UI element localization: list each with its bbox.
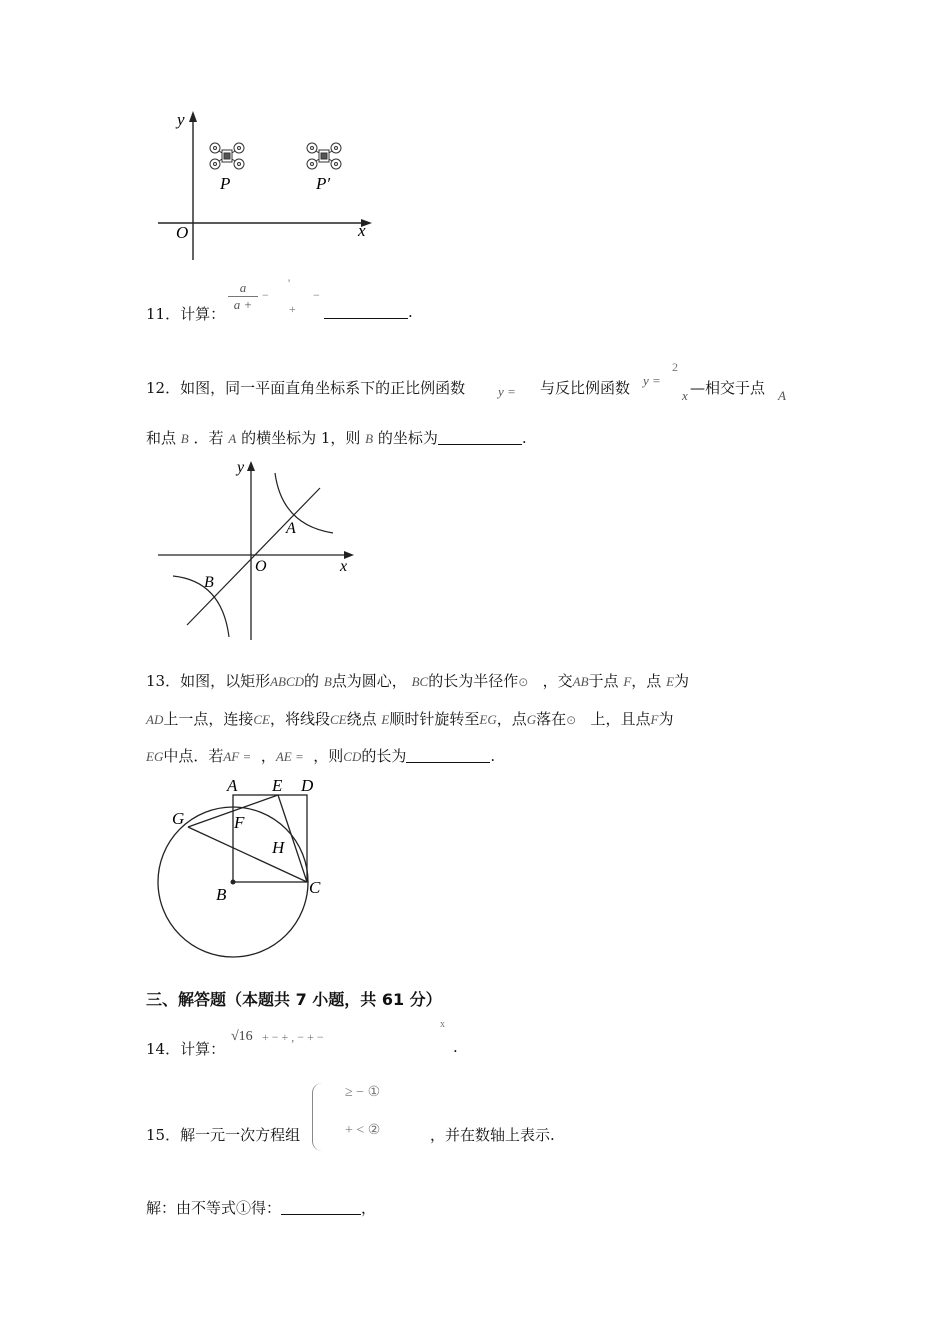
y-axis-arrow bbox=[247, 461, 255, 471]
label-b: B bbox=[216, 885, 227, 904]
q12-y-eq: y = bbox=[643, 373, 661, 388]
label-f: F bbox=[234, 813, 245, 832]
x-label: x bbox=[340, 558, 348, 575]
q11-frag3: + bbox=[289, 302, 296, 316]
label-h: H bbox=[272, 838, 285, 857]
q14-end: . bbox=[453, 1038, 458, 1056]
drone-p-label: P bbox=[220, 174, 231, 193]
q11-frag1: − bbox=[262, 288, 269, 302]
q11-frac-bottom: a + bbox=[233, 297, 253, 312]
label-a: A bbox=[227, 776, 238, 795]
q15-inequality-1: ≥ − ① bbox=[345, 1085, 381, 1100]
answer-blank-1[interactable] bbox=[281, 1200, 361, 1215]
q11-answer-blank[interactable] bbox=[324, 304, 408, 319]
question-15: 15．解一元一次方程组 bbox=[146, 1126, 301, 1144]
q15-brace bbox=[312, 1083, 323, 1151]
q14-expression: + − + , − + − bbox=[262, 1030, 324, 1044]
q12-answer-blank[interactable] bbox=[438, 430, 522, 445]
question-13-line2: AD上一点，连接CE，将线段CE绕点 E顺时针旋转至EG，点G落在⊙ 上，且点F为 bbox=[146, 710, 674, 728]
q11-number: 11．计算： bbox=[146, 305, 226, 323]
q14-sqrt16: √16 bbox=[231, 1029, 253, 1044]
figure-inverse-proportion bbox=[150, 455, 365, 645]
question-11 bbox=[146, 303, 225, 324]
q12-denominator: x bbox=[682, 388, 688, 403]
question-13-line1: 13．如图，以矩形ABCD的 B点为圆心， BC的长为半径作⊙ ，交AB于点 F，点 E为 bbox=[146, 672, 690, 690]
center-b bbox=[231, 880, 236, 885]
q11-frac-top: a bbox=[228, 280, 258, 297]
answer-line: 解：由不等式①得： ， bbox=[146, 1199, 377, 1217]
point-b-label: B bbox=[204, 574, 214, 591]
question-12-line1: 12．如图，同一平面直角坐标系下的正比例函数 bbox=[146, 379, 466, 397]
q15-inequality-2: + < ② bbox=[345, 1123, 381, 1138]
hyperbola-branch-2 bbox=[173, 576, 229, 637]
q11-frag2: ' bbox=[288, 276, 291, 290]
label-c: C bbox=[309, 878, 321, 897]
drone-p-icon bbox=[210, 143, 244, 169]
label-e: E bbox=[272, 776, 283, 795]
y-label: y bbox=[177, 110, 185, 129]
label-d: D bbox=[301, 776, 314, 795]
q13-answer-blank[interactable] bbox=[406, 748, 490, 763]
q11-fraction bbox=[228, 280, 258, 313]
point-a-label: A bbox=[286, 520, 296, 537]
segment-gc bbox=[188, 827, 307, 882]
figure-drones-axes bbox=[150, 105, 380, 265]
hyperbola-branch-1 bbox=[275, 473, 333, 533]
q14-superscript: x bbox=[440, 1019, 445, 1030]
question-13-line3: EG中点．若AF = ，AE = ，则CD的长为 . bbox=[146, 747, 496, 765]
origin-label: O bbox=[176, 223, 189, 242]
q12-y-eq-kx: y = bbox=[498, 384, 516, 399]
proportional-line bbox=[187, 488, 320, 625]
q11-answer: . bbox=[324, 303, 413, 321]
question-14: 14．计算： bbox=[146, 1040, 226, 1058]
y-label: y bbox=[237, 459, 245, 476]
drone-p-prime-icon bbox=[307, 143, 341, 169]
q11-frag4: − bbox=[313, 288, 320, 302]
q12-point-a: A bbox=[778, 388, 786, 403]
q12-numerator: 2 bbox=[672, 360, 678, 374]
figure-rectangle-circle bbox=[150, 772, 340, 962]
origin-label: O bbox=[255, 558, 267, 575]
y-axis-arrow bbox=[189, 111, 197, 122]
section-3-heading: 三、解答题（本题共 7 小题，共 61 分） bbox=[146, 990, 442, 1009]
label-g: G bbox=[172, 809, 185, 828]
drone-p-prime-label: P′ bbox=[316, 174, 331, 193]
x-label: x bbox=[358, 221, 366, 240]
question-12-line2: 和点 B ．若 A 的横坐标为 1，则 B 的坐标为 . bbox=[146, 429, 527, 447]
